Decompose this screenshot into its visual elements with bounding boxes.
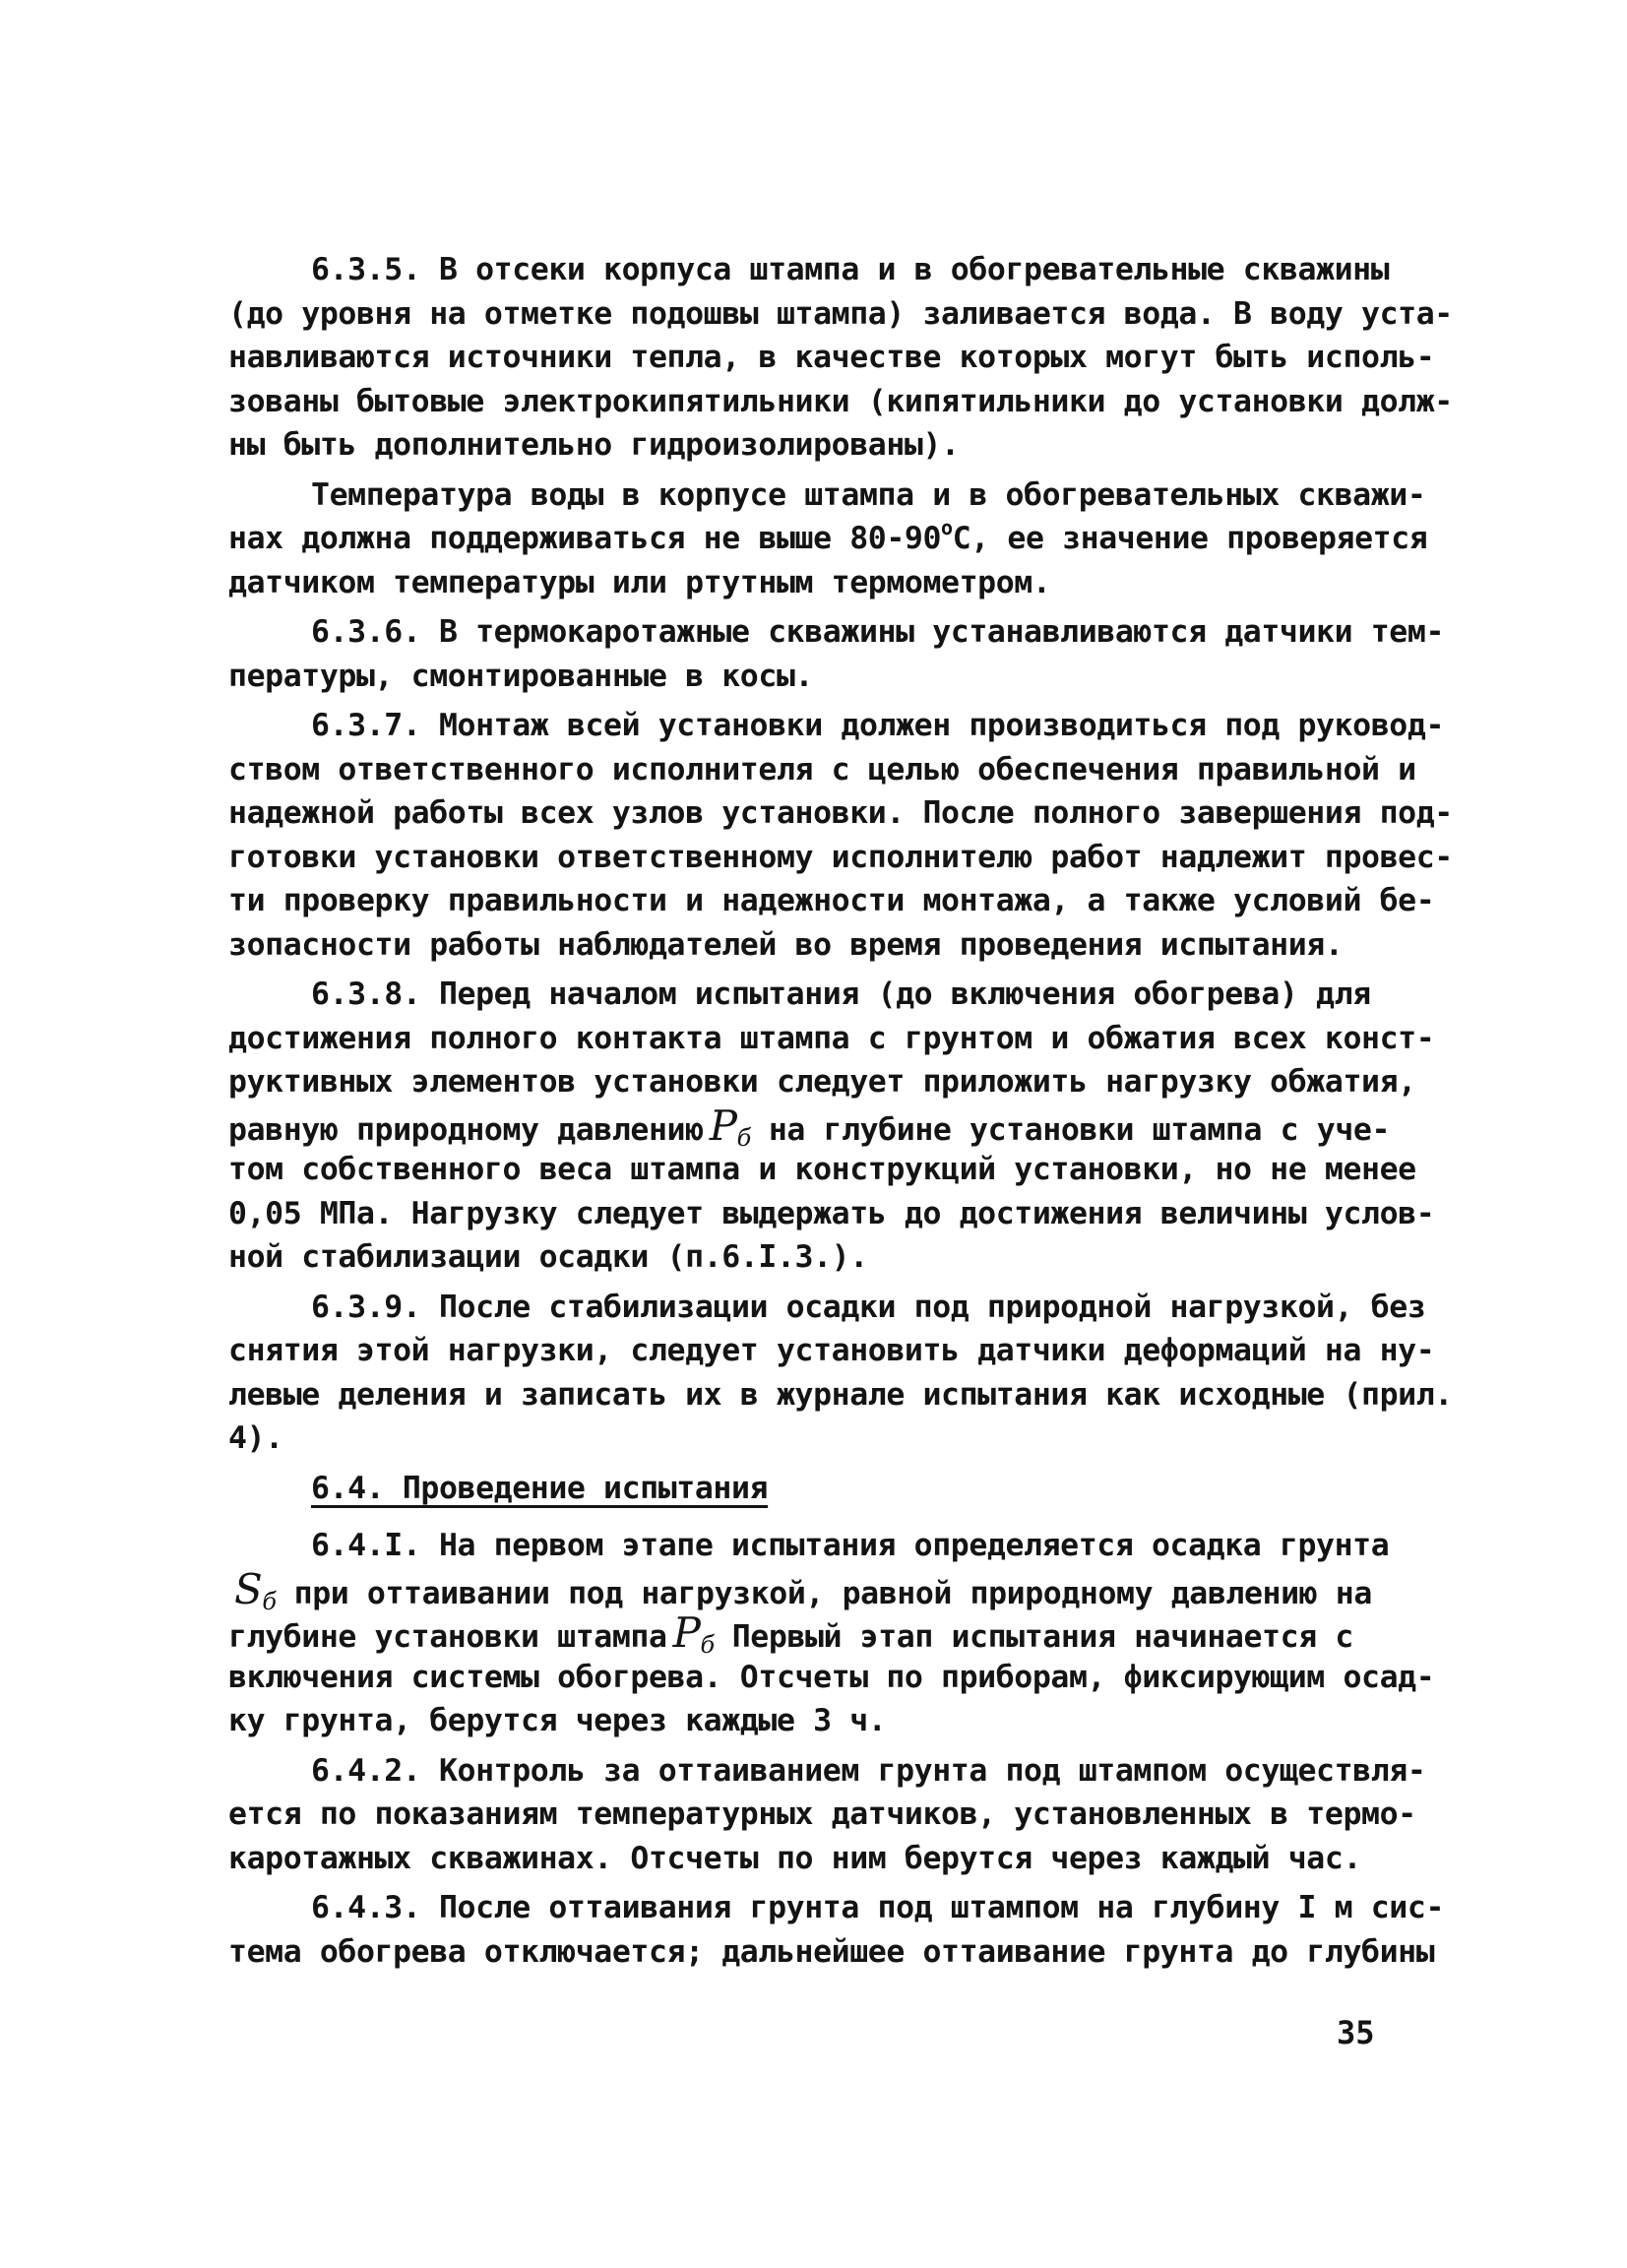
text-line: руктивных элементов установки следует приложить нагрузку обжатия, bbox=[228, 1064, 1416, 1100]
text-line: 6.4.3. После оттаивания грунта под штампом на глубину I м сис- bbox=[311, 1890, 1445, 1925]
text-line: зованы бытовые электрокипятильники (кипятильники до установки долж- bbox=[228, 383, 1453, 419]
text-line bbox=[228, 1564, 1409, 1615]
line-segment: равную природному давлению bbox=[228, 1111, 704, 1148]
text-line: 6.3.5. В отсеки корпуса штампа и в обогревательные скважины bbox=[311, 252, 1390, 287]
text-line: включения системы обогрева. Отсчеты по приборам, фиксирующим осад- bbox=[228, 1659, 1435, 1695]
line-segment: на глубине установки штампа с уче- bbox=[768, 1111, 1391, 1148]
math-symbol: $S_б$ bbox=[234, 1564, 277, 1615]
text-line bbox=[228, 516, 1428, 561]
text-line: 6.3.7. Монтаж всей установки должен производиться под руковод- bbox=[311, 708, 1445, 743]
text-line: 0,05 МПа. Нагрузку следует выдержать до достижения величины услов- bbox=[228, 1195, 1435, 1231]
line-segment: нах должна поддерживаться не выше 80-90 bbox=[228, 521, 942, 556]
math-subscript: б bbox=[700, 1631, 715, 1659]
section-heading-line bbox=[228, 1467, 1409, 1511]
text-line: Температура воды в корпусе штампа и в обогревательных скважи- bbox=[311, 476, 1426, 513]
math-subscript: б bbox=[262, 1587, 277, 1615]
text-line: том собственного веса штампа и конструкций установки, но не менее bbox=[228, 1152, 1416, 1187]
section-heading: 6.4. Проведение испытания bbox=[311, 1470, 769, 1506]
text-line: 6.4.I. На первом этапе испытания определяется осадка грунта bbox=[311, 1528, 1390, 1563]
text-line: ется по показаниям температурных датчиков, установленных в термо- bbox=[228, 1796, 1416, 1832]
text-line: ку грунта, берутся через каждые 3 ч. bbox=[228, 1703, 887, 1738]
text-line: 6.3.6. В термокаротажные скважины устанавливаются датчики тем- bbox=[311, 614, 1445, 650]
text-line: достижения полного контакта штампа с грунтом и обжатия всех конст- bbox=[228, 1020, 1435, 1056]
text-line: (до уровня на отметке подошвы штампа) заливается вода. В воду уста- bbox=[228, 295, 1453, 332]
text-line: навливаются источники тепла, в качестве которых могут быть исполь- bbox=[228, 340, 1435, 375]
text-line: 6.3.8. Перед началом испытания (до включения обогрева) для bbox=[311, 976, 1371, 1012]
text-line: ной стабилизации осадки (п.6.I.3.). bbox=[228, 1239, 868, 1275]
body-text bbox=[228, 248, 1453, 1980]
text-line bbox=[228, 1608, 1409, 1659]
text-line: 4). bbox=[228, 1420, 283, 1456]
text-line: 6.3.9. После стабилизации осадки под природной нагрузкой, без bbox=[311, 1289, 1426, 1325]
heading-gap bbox=[228, 1510, 1409, 1524]
text-line: ны быть дополнительно гидроизолированы). bbox=[228, 427, 960, 463]
text-line: левые деления и записать их в журнале испытания как исходные (прил. bbox=[228, 1376, 1453, 1413]
text-line: готовки установки ответственному исполнителю работ надлежит провес- bbox=[228, 839, 1453, 875]
superscript: o bbox=[941, 516, 953, 539]
line-segment: при оттаивании под нагрузкой, равной природному давлению на bbox=[293, 1575, 1372, 1611]
text-line: ти проверку правильности и надежности монтажа, а также условий бе- bbox=[228, 883, 1435, 918]
math-subscript: б bbox=[736, 1123, 751, 1152]
text-line: снятия этой нагрузки, следует установить датчики деформаций на ну- bbox=[228, 1333, 1435, 1368]
line-segment: Первый этап испытания начинается с bbox=[731, 1619, 1353, 1655]
text-line: зопасности работы наблюдателей во время проведения испытания. bbox=[228, 926, 1344, 963]
text-line: 6.4.2. Контроль за оттаиванием грунта под штампом осуществля- bbox=[311, 1752, 1426, 1789]
paragraph-gap bbox=[228, 1974, 1409, 1980]
math-symbol: $P_б$ bbox=[709, 1101, 751, 1152]
text-line: ством ответственного исполнителя с целью обеспечения правильной и bbox=[228, 751, 1416, 788]
line-segment: C, ее значение проверяется bbox=[952, 521, 1428, 556]
text-line: надежной работы всех узлов установки. После полного завершения под- bbox=[228, 795, 1453, 831]
text-line: тема обогрева отключается; дальнейшее оттаивание грунта до глубины bbox=[228, 1933, 1435, 1970]
line-segment: глубине установки штампа bbox=[228, 1619, 667, 1655]
math-symbol: $P_б$ bbox=[672, 1608, 715, 1659]
page-number: 35 bbox=[1337, 2014, 1375, 2051]
text-line: каротажных скважинах. Отсчеты по ним берутся через каждый час. bbox=[228, 1840, 1362, 1876]
text-line bbox=[228, 1101, 1409, 1152]
text-line: датчиком температуры или ртутным термометром. bbox=[228, 564, 1051, 600]
text-line: пературы, смонтированные в косы. bbox=[228, 658, 814, 694]
